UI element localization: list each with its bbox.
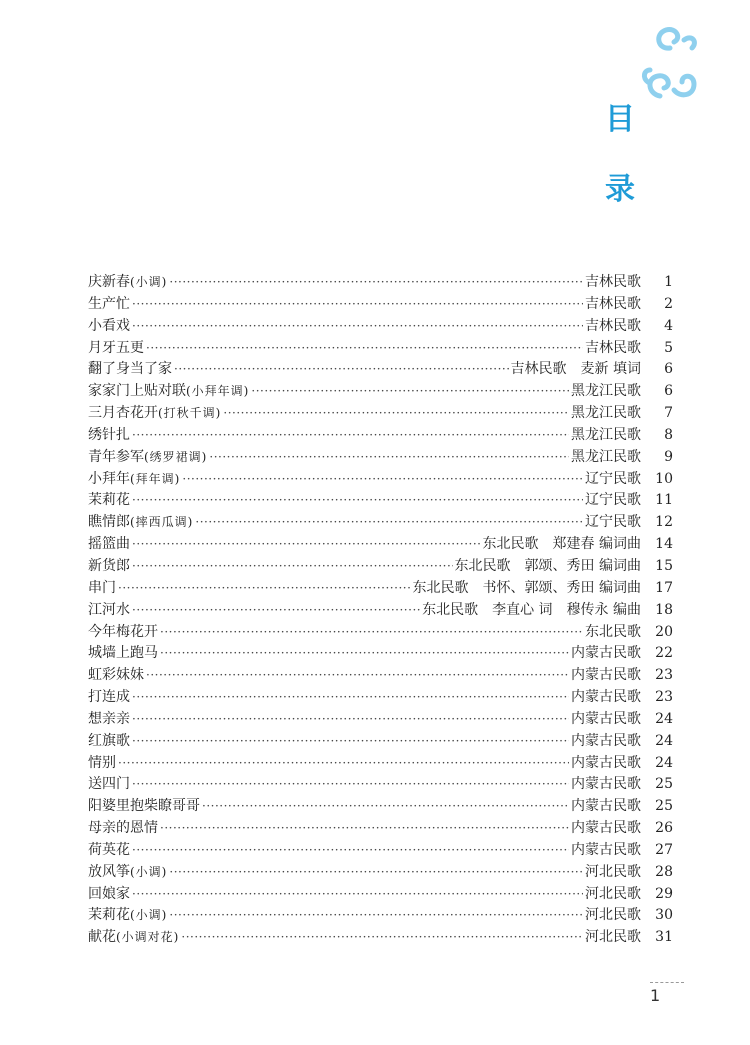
toc-entry[interactable]: [88, 774, 673, 796]
table-of-contents: [88, 272, 673, 949]
toc-title-char-1: 目: [605, 102, 635, 137]
toc-entry-author: 内蒙古民歌: [571, 667, 641, 684]
toc-entry-title: 送四门: [88, 776, 130, 793]
toc-entry-title-group: [88, 709, 130, 731]
dot-leader: [223, 403, 569, 425]
dot-leader: [132, 534, 481, 556]
page-number: 1: [650, 986, 661, 1005]
toc-entry-title: 荷英花: [88, 841, 130, 858]
toc-entry-author: 河北民歌: [585, 863, 641, 880]
toc-entry-page: 27: [655, 841, 673, 858]
toc-entry-title-group: [88, 927, 179, 949]
toc-entry-title-group: [88, 884, 130, 906]
toc-entry-page: 1: [664, 274, 673, 290]
toc-entry-author: 内蒙古民歌: [571, 689, 641, 706]
toc-entry-page: 26: [655, 820, 673, 837]
toc-entry-title: 瞧情郎: [88, 514, 130, 531]
toc-entry-author: 吉林民歌: [585, 317, 641, 334]
toc-entry-subtitle: (摔西瓜调): [130, 515, 194, 530]
toc-entry-title-group: [88, 556, 130, 578]
toc-entry-title-group: [88, 796, 200, 818]
dot-leader: [169, 862, 583, 884]
toc-entry-title: 家家门上贴对联: [88, 383, 186, 400]
dot-leader: [132, 731, 569, 753]
toc-entry-title: 茉莉花: [88, 907, 130, 924]
toc-entry-title-group: [88, 600, 130, 622]
toc-entry-title-group: [88, 905, 167, 927]
dot-leader: [132, 490, 583, 512]
toc-entry-page: 25: [655, 798, 673, 815]
toc-entry-title-group: [88, 665, 144, 687]
dot-leader: [132, 294, 583, 316]
toc-entry-title: 生产忙: [88, 295, 130, 312]
toc-entry-subtitle: (拜年调): [130, 471, 181, 486]
toc-entry-author: 东北民歌 郭颂、秀田 编词曲: [454, 557, 641, 574]
toc-entry-subtitle: (小调对花): [116, 930, 180, 945]
toc-entry-title: 翻了身当了家: [88, 361, 172, 378]
toc-entry-page: 15: [655, 557, 673, 574]
dot-leader: [132, 709, 569, 731]
toc-entry-author: 黑龙江民歌: [571, 448, 641, 465]
toc-entry[interactable]: [88, 731, 673, 753]
toc-entry-title: 绣针扎: [88, 426, 130, 443]
toc-entry-author: 河北民歌: [585, 885, 641, 902]
toc-entry[interactable]: [88, 884, 673, 906]
toc-entry-author: 内蒙古民歌: [571, 798, 641, 815]
toc-entry-title-group: [88, 687, 130, 709]
dot-leader: [160, 622, 583, 644]
toc-entry-page: 23: [655, 689, 673, 706]
toc-entry-title-group: [88, 622, 158, 644]
toc-entry-title-group: [88, 272, 167, 294]
dot-leader: [251, 381, 569, 403]
toc-entry-title: 阳婆里抱柴瞭哥哥: [88, 798, 200, 815]
toc-entry-page: 8: [664, 426, 673, 443]
toc-entry-title-group: [88, 774, 130, 796]
toc-entry-title: 茉莉花: [88, 492, 130, 509]
toc-entry-author: 黑龙江民歌: [571, 426, 641, 443]
toc-entry-author: 河北民歌: [585, 907, 641, 924]
dot-leader: [118, 578, 411, 600]
toc-entry-page: 20: [655, 623, 673, 640]
toc-entry-page: 31: [655, 929, 673, 946]
toc-entry-title: 回娘家: [88, 885, 130, 902]
toc-entry[interactable]: [88, 359, 673, 381]
toc-entry[interactable]: [88, 490, 673, 512]
toc-entry[interactable]: [88, 534, 673, 556]
toc-entry[interactable]: [88, 316, 673, 338]
dot-leader: [132, 600, 420, 622]
toc-entry-author: 内蒙古民歌: [571, 754, 641, 771]
toc-entry-page: 24: [655, 754, 673, 771]
toc-entry[interactable]: [88, 687, 673, 709]
toc-entry-author: 东北民歌 李直心 词 穆传永 编曲: [422, 601, 641, 618]
toc-entry[interactable]: [88, 818, 673, 840]
toc-entry-author: 吉林民歌: [585, 274, 641, 290]
toc-entry-page: 25: [655, 776, 673, 793]
toc-entry[interactable]: [88, 294, 673, 316]
toc-entry-title-group: [88, 469, 180, 491]
toc-entry[interactable]: [88, 578, 673, 600]
toc-entry-author: 内蒙古民歌: [571, 710, 641, 727]
dot-leader: [181, 927, 583, 949]
toc-entry-title: 打连成: [88, 689, 130, 706]
toc-entry-title: 今年梅花开: [88, 623, 158, 640]
toc-entry-page: 4: [664, 317, 673, 334]
toc-entry-title: 红旗歌: [88, 732, 130, 749]
dot-leader: [160, 818, 569, 840]
dot-leader: [132, 774, 569, 796]
toc-entry[interactable]: [88, 905, 673, 927]
toc-entry-title: 月牙五更: [88, 339, 144, 356]
toc-entry-title: 小拜年: [88, 470, 130, 487]
toc-entry-page: 14: [655, 536, 673, 553]
toc-entry-page: 30: [655, 907, 673, 924]
toc-entry-title-group: [88, 425, 130, 447]
dot-leader: [160, 643, 569, 665]
toc-entry-page: 6: [664, 383, 673, 400]
toc-entry-page: 11: [655, 492, 673, 509]
toc-entry-title-group: [88, 862, 167, 884]
dot-leader: [132, 687, 569, 709]
dot-leader: [132, 884, 583, 906]
toc-entry[interactable]: [88, 381, 673, 403]
toc-entry-author: 内蒙古民歌: [571, 820, 641, 837]
dot-leader: [118, 753, 569, 775]
toc-entry[interactable]: [88, 600, 673, 622]
toc-entry-title-group: [88, 294, 130, 316]
toc-entry-subtitle: (小调): [130, 864, 168, 879]
toc-entry-title-group: [88, 753, 116, 775]
toc-entry-title: 虹彩妹妹: [88, 667, 144, 684]
cloud-ornament-icon: [640, 20, 700, 110]
toc-entry-title: 三月杏花开: [88, 405, 158, 422]
toc-entry-title-group: [88, 840, 130, 862]
toc-entry-title: 青年参军: [88, 448, 144, 465]
toc-entry[interactable]: [88, 556, 673, 578]
toc-entry-subtitle: (打秋千调): [158, 406, 222, 421]
toc-entry-author: 吉林民歌: [585, 339, 641, 356]
toc-entry-title-group: [88, 512, 193, 534]
toc-entry-title: 摇篮曲: [88, 536, 130, 553]
toc-title-char-2: 录: [605, 172, 635, 207]
toc-entry-title: 情别: [88, 754, 116, 771]
dot-leader: [132, 556, 453, 578]
toc-entry-subtitle: (小调): [130, 275, 168, 289]
toc-entry-page: 24: [655, 732, 673, 749]
dot-leader: [202, 796, 569, 818]
toc-entry[interactable]: [88, 643, 673, 665]
toc-entry-title: 串门: [88, 579, 116, 596]
dot-leader: [195, 512, 583, 534]
toc-entry-subtitle: (小拜年调): [186, 384, 250, 399]
toc-entry[interactable]: [88, 862, 673, 884]
toc-entry-title-group: [88, 338, 144, 360]
toc-entry-author: 内蒙古民歌: [571, 732, 641, 749]
toc-entry-title: 庆新春: [88, 274, 130, 290]
toc-entry[interactable]: [88, 840, 673, 862]
dot-leader: [132, 316, 583, 338]
toc-entry-author: 辽宁民歌: [585, 470, 641, 487]
toc-entry-title: 江河水: [88, 601, 130, 618]
toc-entry-title: 母亲的恩情: [88, 820, 158, 837]
dot-leader: [169, 272, 583, 294]
toc-entry-author: 东北民歌 书怀、郭颂、秀田 编词曲: [412, 579, 641, 596]
toc-entry[interactable]: [88, 753, 673, 775]
toc-entry-page: 7: [664, 405, 673, 422]
toc-entry-page: 5: [664, 339, 673, 356]
toc-entry[interactable]: [88, 927, 673, 949]
toc-entry-page: 23: [655, 667, 673, 684]
toc-entry[interactable]: [88, 622, 673, 644]
toc-entry-title: 小看戏: [88, 317, 130, 334]
toc-entry-author: 辽宁民歌: [585, 492, 641, 509]
toc-entry-title-group: [88, 490, 130, 512]
toc-entry-page: 9: [664, 448, 673, 465]
dot-leader: [132, 840, 569, 862]
toc-entry[interactable]: [88, 469, 673, 491]
toc-entry-title-group: [88, 578, 116, 600]
toc-entry-author: 吉林民歌 麦新 填词: [510, 361, 641, 378]
toc-entry[interactable]: [88, 512, 673, 534]
toc-entry[interactable]: [88, 796, 673, 818]
toc-entry[interactable]: [88, 272, 673, 294]
toc-entry-subtitle: (绣罗裙调): [144, 449, 208, 464]
toc-entry-page: 29: [655, 885, 673, 902]
toc-entry[interactable]: [88, 425, 673, 447]
toc-entry-title-group: [88, 818, 158, 840]
toc-entry-page: 28: [655, 863, 673, 880]
dot-leader: [182, 469, 583, 491]
page-number-rule: [650, 982, 684, 983]
toc-entry[interactable]: [88, 338, 673, 360]
dot-leader: [174, 359, 509, 381]
dot-leader: [209, 447, 569, 469]
toc-entry-author: 内蒙古民歌: [571, 645, 641, 662]
toc-entry-title-group: [88, 359, 172, 381]
toc-entry-page: 2: [664, 295, 673, 312]
toc-entry-subtitle: (小调): [130, 908, 168, 923]
toc-entry-author: 东北民歌: [585, 623, 641, 640]
toc-entry-author: 黑龙江民歌: [571, 383, 641, 400]
toc-entry-author: 内蒙古民歌: [571, 776, 641, 793]
toc-entry-title-group: [88, 643, 158, 665]
toc-entry-author: 东北民歌 郑建春 编词曲: [482, 536, 641, 553]
toc-entry-title: 献花: [88, 929, 116, 946]
toc-entry[interactable]: [88, 403, 673, 425]
toc-entry-page: 10: [655, 470, 673, 487]
toc-entry-author: 河北民歌: [585, 929, 641, 946]
toc-entry-page: 24: [655, 710, 673, 727]
dot-leader: [146, 338, 583, 360]
toc-entry-title-group: [88, 403, 221, 425]
toc-entry-title-group: [88, 316, 130, 338]
toc-entry-title: 新货郎: [88, 557, 130, 574]
toc-entry-author: 黑龙江民歌: [571, 405, 641, 422]
toc-entry-title-group: [88, 447, 207, 469]
toc-entry[interactable]: [88, 665, 673, 687]
toc-entry-title-group: [88, 534, 130, 556]
toc-entry[interactable]: [88, 447, 673, 469]
toc-entry-title-group: [88, 731, 130, 753]
toc-entry-title: 城墙上跑马: [88, 645, 158, 662]
toc-entry-author: 内蒙古民歌: [571, 841, 641, 858]
dot-leader: [132, 425, 569, 447]
toc-entry-author: 吉林民歌: [585, 295, 641, 312]
toc-entry[interactable]: [88, 709, 673, 731]
toc-entry-page: 22: [655, 645, 673, 662]
toc-entry-title: 放风筝: [88, 863, 130, 880]
toc-entry-page: 12: [655, 514, 673, 531]
toc-entry-author: 辽宁民歌: [585, 514, 641, 531]
toc-entry-title-group: [88, 381, 249, 403]
dot-leader: [146, 665, 569, 687]
dot-leader: [169, 905, 583, 927]
toc-entry-page: 6: [664, 361, 673, 378]
toc-entry-page: 17: [655, 579, 673, 596]
toc-entry-page: 18: [655, 601, 673, 618]
toc-entry-title: 想亲亲: [88, 710, 130, 727]
